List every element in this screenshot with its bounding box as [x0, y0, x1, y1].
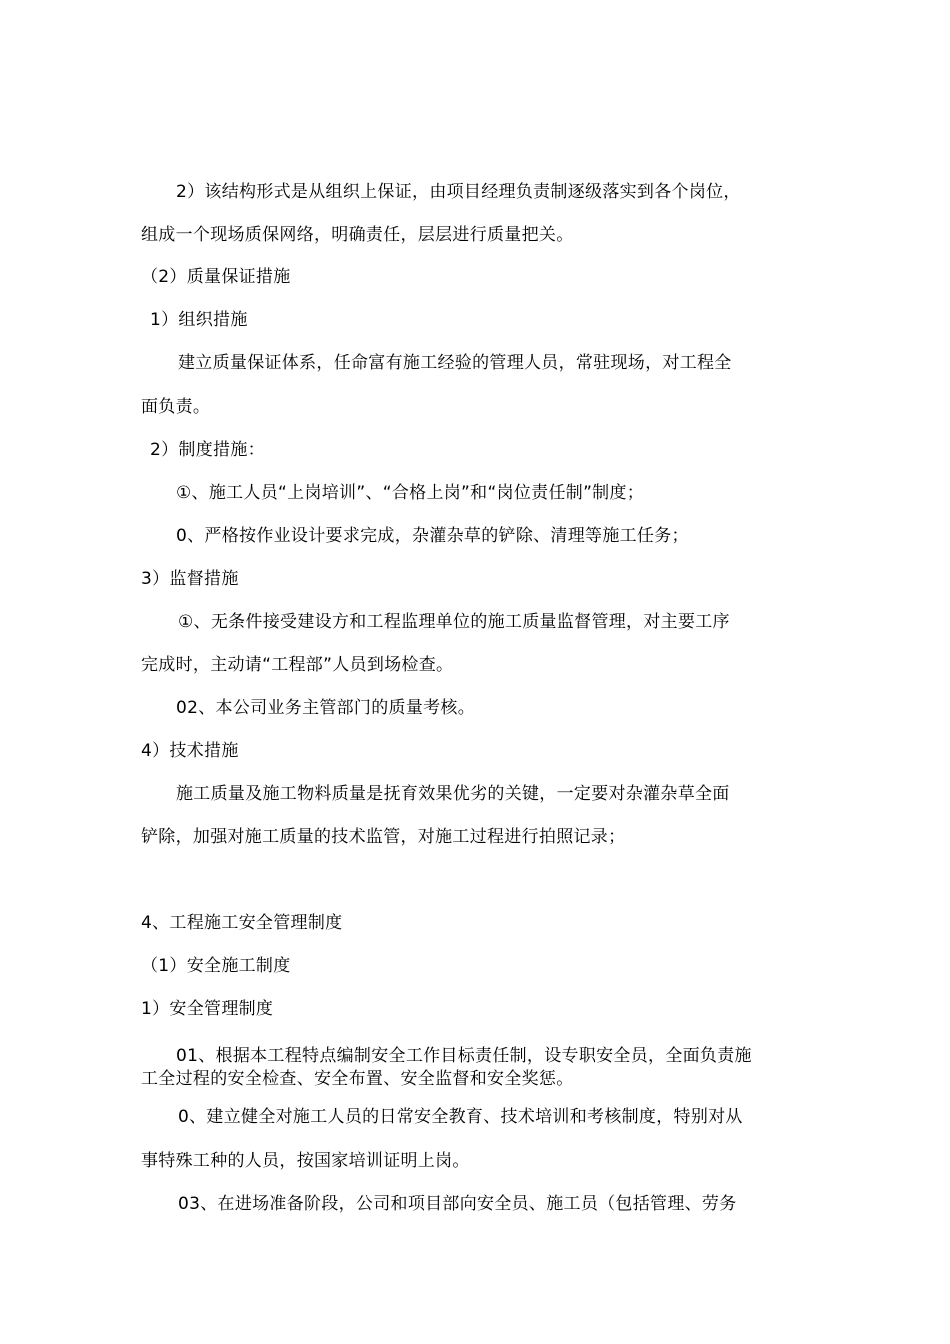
subsection-heading: 1）安全管理制度 [141, 999, 274, 1019]
list-item: 0、严格按作业设计要求完成，杂灌杂草的铲除、清理等施工任务； [176, 526, 689, 546]
paragraph-line: 工全过程的安全检查、安全布置、安全监督和安全奖惩。 [141, 1069, 574, 1089]
subsection-heading: 3）监督措施 [141, 569, 239, 589]
section-heading: 4、工程施工安全管理制度 [141, 913, 343, 933]
paragraph-line: 施工质量及施工物料质量是抚育效果优劣的关键，一定要对杂灌杂草全面 [176, 784, 730, 804]
list-item: 03、在进场准备阶段，公司和项目部向安全员、施工员（包括管理、劳务 [178, 1194, 737, 1214]
list-item: ①、无条件接受建设方和工程监理单位的施工质量监督管理，对主要工序 [178, 612, 730, 632]
list-item: 02、本公司业务主管部门的质量考核。 [176, 698, 476, 718]
paragraph-line: 建立质量保证体系，任命富有施工经验的管理人员，常驻现场，对工程全 [178, 353, 732, 373]
subsection-heading: 1）组织措施 [150, 310, 248, 330]
subsection-heading: 4）技术措施 [141, 741, 239, 761]
section-heading: （1）安全施工制度 [141, 956, 291, 976]
list-item: 01、根据本工程特点编制安全工作目标责任制，设专职安全员，全面负责施 [176, 1046, 752, 1066]
paragraph-line: 面负责。 [141, 397, 211, 417]
paragraph-line: 2）该结构形式是从组织上保证，由项目经理负责制逐级落实到各个岗位， [176, 182, 741, 202]
paragraph-line: 完成时，主动请“工程部”人员到场检查。 [141, 655, 454, 675]
section-heading: （2）质量保证措施 [141, 267, 291, 287]
paragraph-line: 铲除，加强对施工质量的技术监管，对施工过程进行拍照记录； [141, 827, 626, 847]
subsection-heading: 2）制度措施： [150, 440, 265, 460]
list-item: 0、建立健全对施工人员的日常安全教育、技术培训和考核制度，特别对从 [178, 1107, 743, 1127]
list-item: ①、施工人员“上岗培训”、“合格上岗”和“岗位责任制”制度； [176, 483, 645, 503]
paragraph-line: 事特殊工种的人员，按国家培训证明上岗。 [141, 1151, 470, 1171]
paragraph-line: 组成一个现场质保网络，明确责任，层层进行质量把关。 [141, 225, 574, 245]
